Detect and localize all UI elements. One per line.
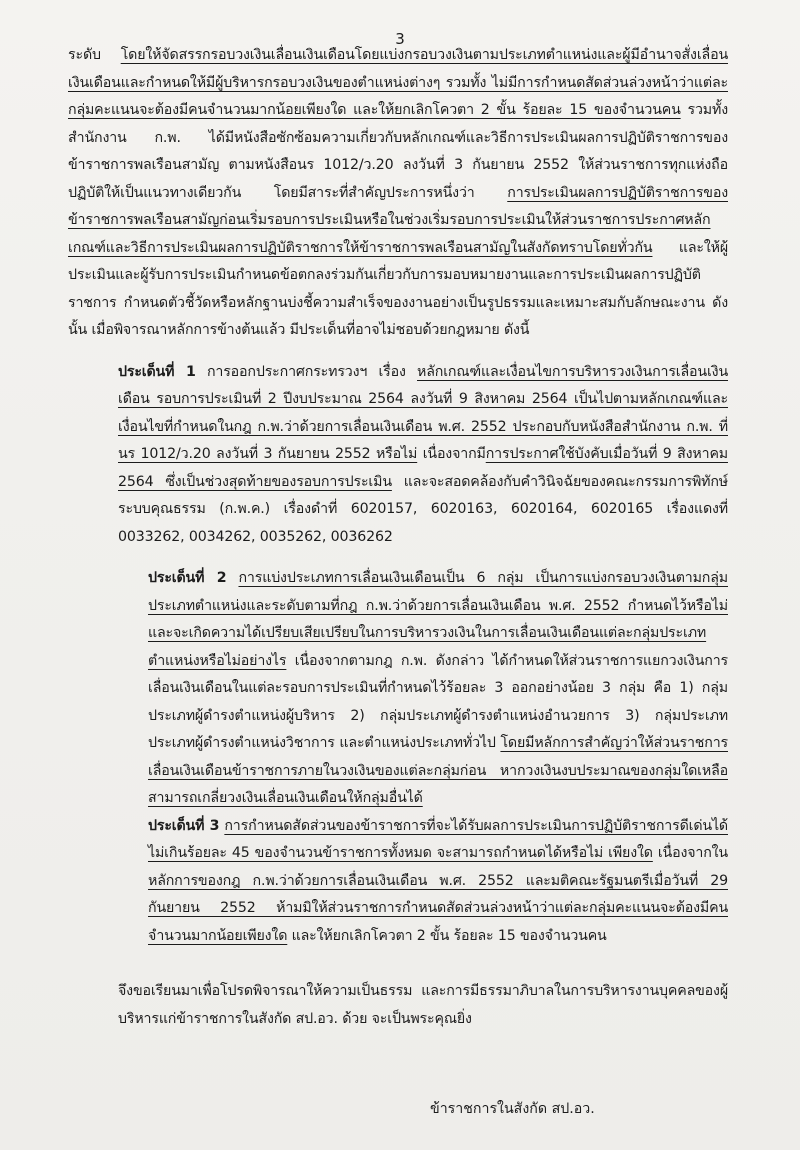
spacer <box>68 345 728 359</box>
issue-3-text-2: เนื่องจากใน <box>652 845 728 861</box>
issue-2-underlined-2: โดยมีหลักการสำคัญว่าให้ส่วนราชการเลื่อนเงินเดือนข้าราชการภายในวงเงินของแต่ละกลุ่มก่อน หากวงเงินงบประมาณของกลุ่มใดเหลือ สามารถเกลี่ยวงเงินเลื่อนเงินเดือนให้กลุ่มอื่นได้ <box>148 735 728 806</box>
issue-2-underlined-1: การแบ่งประเภทการเลื่อนเงินเดือนเป็น 6 กลุ่ม เป็นการแบ่งกรอบวงเงินตามกลุ่มประเภทตำแหน่งและระดับตามที่กฎ ก.พ.ว่าด้วยการเลื่อนเงินเดือน พ.ศ. 2552 กำหนดไว้หรือไม่ และจะเกิดความได้เปรียบเสียเปรียบในการบริหารวงเงินในการเลื่อนเงินเดือนแต่ละกลุ่มประเภทตำแหน่งหรือไม่อย่างไร <box>148 570 728 669</box>
page-number: 3 <box>395 30 405 48</box>
intro-paragraph <box>68 42 728 345</box>
issue-1-paragraph <box>68 359 728 552</box>
intro-underlined-1: โดยให้จัดสรรกรอบวงเงินเลื่อนเงินเดือนโดยแบ่งกรอบวงเงินตามประเภทตำแหน่งและผู้มีอำนาจสั่งเลื่อนเงินเดือนและกำหนดให้มีผู้บริหารกรอบวงเงินของตำแหน่งต่างๆ รวมทั้ง ไม่มีการกำหนดสัดส่วนล่วงหน้าว่าแต่ละกลุ่มคะแนนจะต้องมีคนจำนวนมากน้อยเพียงใด และให้ยกเลิกโควตา 2 ขั้น ร้อยละ 15 ของจำนวนคน <box>68 47 728 118</box>
document-body <box>68 42 728 1033</box>
intro-underlined-2: การประเมินผลการปฏิบัติราชการของข้าราชการพลเรือนสามัญก่อนเริ่มรอบการประเมินหรือในช่วงเริ่มรอบการประเมินให้ส่วนราชการประกาศหลักเกณฑ์และวิธีการประเมินผลการปฏิบัติราชการให้ข้าราชการพลเรือนสามัญในสังกัดทราบโดยทั่วกัน <box>68 184 728 256</box>
issue-2-text-2: เนื่องจากตามกฎ ก.พ. ดังกล่าว ได้กำหนดให้ส่วนราชการแยกวงเงินการเลื่อนเงินเดือนในแต่ละรอบการประเมินที่กำหนดไว้ร้อยละ 3 ออกอย่างน้อย 3 กลุ่ม คือ 1) กลุ่มประเภทผู้ดำรงตำแหน่งผู้บริหาร 2) กลุ่มประเภทผู้ดำรงตำแหน่งอำนวยการ 3) กลุ่มประเภทประเภทผู้ดำรงตำแหน่งวิชาการ และตำแหน่งประเภททั่วไป <box>148 652 728 751</box>
issue-1-underlined-2: การประกาศใช้บังคับเมื่อวันที่ 9 สิงหาคม 2564 ซึ่งเป็นช่วงสุดท้ายของรอบการประเมิน <box>118 446 728 490</box>
issue-1-label: ประเด็นที่ 1 <box>118 363 196 380</box>
intro-text-3: และให้ผู้ประเมินและผู้รับการประเมินกำหนดข้อตกลงร่วมกันเกี่ยวกับการมอบหมายงานและการประเมินผลการปฏิบัติราชการ กำหนดตัวชี้วัดหรือหลักฐานบ่งชี้ความสำเร็จของงานอย่างเป็นรูปธรรมและเหมาะสมกับลักษณะงาน ดังนั้น เมื่อพิจารณาหลักการข้างต้นแล้ว มีประเด็นที่อาจไม่ชอบด้วยกฎหมาย ดังนี้ <box>68 239 728 338</box>
issue-1-text-1: การออกประกาศกระทรวงฯ เรื่อง <box>195 363 418 380</box>
issue-2-label: ประเด็นที่ 2 <box>148 570 227 586</box>
issue-3-label: ประเด็นที่ 3 <box>148 817 220 834</box>
signature-line: ข้าราชการในสังกัด สป.อว. <box>430 1101 595 1117</box>
issue-1-text-2: เนื่องจากมี <box>417 446 486 462</box>
intro-text-1: ระดับ <box>68 47 121 63</box>
issue-3-text-3: และให้ยกเลิกโควตา 2 ขั้น ร้อยละ 15 ของจำนวนคน <box>287 927 607 944</box>
intro-text-2: รวมทั้ง สำนักงาน ก.พ. ได้มีหนังสือซักซ้อมความเกี่ยวกับหลักเกณฑ์และวิธีการประเมินผลการปฏิบัติราชการของข้าราชการพลเรือนสามัญ ตามหนังสือนร 1012/ว.20 ลงวันที่ 3 กันยายน 2552 ให้ส่วนราชการทุกแห่งถือปฏิบัติให้เป็นแนวทางเดียวกัน โดยมีสาระที่สำคัญประการหนึ่งว่า <box>68 102 728 201</box>
issue-3-underlined-1: การกำหนดสัดส่วนของข้าราชการที่จะได้รับผลการประเมินการปฏิบัติราชการดีเด่นได้ไม่เกินร้อยละ 45 ของจำนวนข้าราชการทั้งหมด จะสามารถกำหนดได้หรือไม่ เพียงใด <box>148 817 728 861</box>
spacer <box>68 950 728 978</box>
issue-1-text-3: และจะสอดคล้องกับคำวินิจฉัยของคณะกรรมการพิทักษ์ระบบคุณธรรม (ก.พ.ค.) เรื่องดำที่ 6020157, 6020163, 6020164, 6020165 เรื่องแดงที่ 0033262, 0034262, 0035262, 0036262 <box>118 473 728 545</box>
issue-1-underlined-1: หลักเกณฑ์และเงื่อนไขการบริหารวงเงินการเลื่อนเงินเดือน รอบการประเมินที่ 2 ปีงบประมาณ 2564 ลงวันที่ 9 สิงหาคม 2564 เป็นไปตามหลักเกณฑ์และเงื่อนไขที่กำหนดในกฎ ก.พ.ว่าด้วยการเลื่อนเงินเดือน พ.ศ. 2552 ประกอบกับหนังสือสำนักงาน ก.พ. ที่ นร 1012/ว.20 ลงวันที่ 3 กันยายน 2552 หรือไม่ <box>118 363 728 462</box>
closing-paragraph: จึงขอเรียนมาเพื่อโปรดพิจารณาให้ความเป็นธรรม และการมีธรรมาภิบาลในการบริหารงานบุคคลของผู้บริหารแก่ข้าราชการในสังกัด สป.อว. ด้วย จะเป็นพระคุณยิ่ง <box>118 983 728 1027</box>
spacer <box>68 551 728 565</box>
issue-2-paragraph <box>68 565 728 813</box>
issue-2-text-1 <box>226 570 238 586</box>
issue-3-paragraph <box>68 813 728 951</box>
issue-3-underlined-2: หลักการของกฎ ก.พ.ว่าด้วยการเลื่อนเงินเดือน พ.ศ. 2552 และมติคณะรัฐมนตรีเมื่อวันที่ 29 กันยายน 2552 ห้ามมิให้ส่วนราชการกำหนดสัดส่วนล่วงหน้าว่าแต่ละกลุ่มคะแนนจะต้องมีคนจำนวนมากน้อยเพียงใด <box>148 872 728 944</box>
